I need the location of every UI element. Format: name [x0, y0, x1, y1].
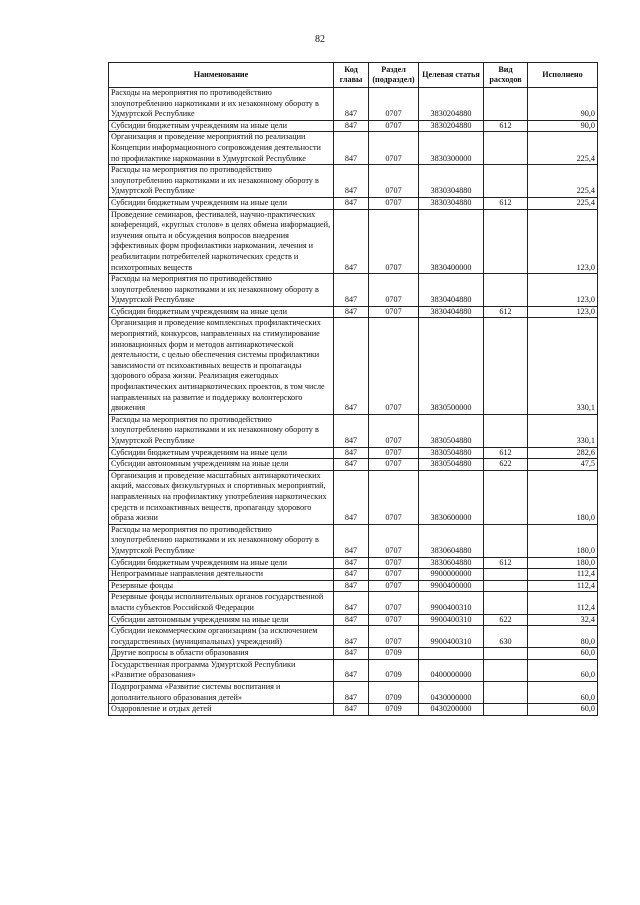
cell-executed: 60,0 [528, 704, 598, 716]
header-target: Целевая статья [419, 63, 484, 88]
cell-kind [484, 318, 528, 414]
cell-name: Организация и проведение комплексных профилактических мероприятий, конкурсов, направленных на стимулирование инновационных форм и методов антинаркотической деятельности, с целью обеспечения системы профилактики зависимости от психоактивных веществ и пропаганды здорового образа жизни. Реализация ежегодных профилактических антинаркотических проектов, в том числе направленных на развитие и поддержку волонтерского движения [109, 318, 334, 414]
cell-kind [484, 414, 528, 447]
header-name: Наименование [109, 63, 334, 88]
cell-section: 0707 [369, 470, 419, 524]
cell-executed: 123,0 [528, 209, 598, 274]
cell-section: 0707 [369, 626, 419, 648]
cell-target: 3830600000 [419, 470, 484, 524]
cell-executed: 330,1 [528, 318, 598, 414]
table-row [109, 120, 598, 132]
table-body [109, 88, 598, 716]
cell-executed: 282,6 [528, 447, 598, 459]
cell-kind [484, 274, 528, 307]
cell-kind: 630 [484, 626, 528, 648]
cell-section: 0707 [369, 524, 419, 557]
cell-kind [484, 580, 528, 592]
table-row [109, 704, 598, 716]
cell-section: 0707 [369, 306, 419, 318]
cell-kind: 622 [484, 614, 528, 626]
cell-executed: 60,0 [528, 659, 598, 681]
cell-section: 0709 [369, 704, 419, 716]
cell-section: 0707 [369, 120, 419, 132]
cell-executed: 225,4 [528, 165, 598, 198]
cell-section: 0707 [369, 197, 419, 209]
cell-code: 847 [334, 197, 369, 209]
cell-target: 3830504880 [419, 414, 484, 447]
cell-executed: 112,4 [528, 580, 598, 592]
table-row [109, 626, 598, 648]
cell-executed: 123,0 [528, 274, 598, 307]
table-row [109, 557, 598, 569]
cell-executed: 112,4 [528, 592, 598, 614]
cell-section: 0707 [369, 447, 419, 459]
cell-code: 847 [334, 88, 369, 121]
cell-kind: 612 [484, 120, 528, 132]
table-row [109, 414, 598, 447]
cell-section: 0707 [369, 88, 419, 121]
cell-code: 847 [334, 447, 369, 459]
cell-kind [484, 592, 528, 614]
cell-name: Субсидии бюджетным учреждениям на иные цели [109, 557, 334, 569]
cell-name: Расходы на мероприятия по противодействию злоупотреблению наркотиками и их незаконному обороту в Удмуртской Республике [109, 165, 334, 198]
cell-section: 0707 [369, 209, 419, 274]
cell-code: 847 [334, 648, 369, 660]
cell-target: 9900400000 [419, 580, 484, 592]
table-row [109, 524, 598, 557]
cell-section: 0707 [369, 580, 419, 592]
header-section: Раздел (подраздел) [369, 63, 419, 88]
cell-section: 0709 [369, 682, 419, 704]
cell-target: 3830504880 [419, 447, 484, 459]
cell-section: 0707 [369, 318, 419, 414]
table-row [109, 165, 598, 198]
cell-target: 9900000000 [419, 569, 484, 581]
cell-target: 3830204880 [419, 88, 484, 121]
cell-kind [484, 648, 528, 660]
cell-code: 847 [334, 626, 369, 648]
cell-kind [484, 132, 528, 165]
cell-target: 3830304880 [419, 165, 484, 198]
expenditure-table [108, 62, 598, 716]
cell-section: 0707 [369, 459, 419, 471]
cell-target: 9900400310 [419, 626, 484, 648]
cell-executed: 60,0 [528, 682, 598, 704]
cell-section: 0709 [369, 659, 419, 681]
cell-name: Субсидии бюджетным учреждениям на иные цели [109, 447, 334, 459]
cell-name: Организация и проведение мероприятий по реализации Концепции информационного сопровождения деятельности по профилактике наркомании в Удмуртской Республике [109, 132, 334, 165]
cell-target: 9900400310 [419, 614, 484, 626]
table-header-row [109, 63, 598, 88]
table-row [109, 659, 598, 681]
table-row [109, 88, 598, 121]
cell-kind [484, 524, 528, 557]
cell-code: 847 [334, 592, 369, 614]
cell-code: 847 [334, 659, 369, 681]
cell-name: Расходы на мероприятия по противодействию злоупотреблению наркотиками и их незаконному обороту в Удмуртской Республике [109, 414, 334, 447]
cell-executed: 180,0 [528, 557, 598, 569]
cell-code: 847 [334, 524, 369, 557]
cell-code: 847 [334, 209, 369, 274]
cell-target: 3830604880 [419, 524, 484, 557]
cell-name: Субсидии бюджетным учреждениям на иные цели [109, 120, 334, 132]
page-number: 82 [315, 34, 325, 45]
cell-code: 847 [334, 274, 369, 307]
cell-kind [484, 88, 528, 121]
table-row [109, 209, 598, 274]
cell-target: 0430000000 [419, 682, 484, 704]
cell-name: Расходы на мероприятия по противодействию злоупотреблению наркотиками и их незаконному обороту в Удмуртской Республике [109, 88, 334, 121]
cell-target: 3830404880 [419, 306, 484, 318]
cell-section: 0707 [369, 165, 419, 198]
cell-kind [484, 165, 528, 198]
cell-code: 847 [334, 470, 369, 524]
cell-section: 0707 [369, 557, 419, 569]
cell-name: Проведение семинаров, фестивалей, научно-практических конференций, «круглых столов» в целях обмена информацией, изучения опыта и обсуждения вопросов внедрения эффективных форм профилактики наркомании, лечения и реабилитации потребителей наркотических средств и психотропных веществ [109, 209, 334, 274]
cell-executed: 225,4 [528, 197, 598, 209]
cell-target [419, 648, 484, 660]
cell-code: 847 [334, 682, 369, 704]
cell-executed: 112,4 [528, 569, 598, 581]
cell-kind: 612 [484, 197, 528, 209]
cell-code: 847 [334, 614, 369, 626]
cell-kind [484, 569, 528, 581]
table-row [109, 592, 598, 614]
cell-target: 3830404880 [419, 274, 484, 307]
cell-executed: 180,0 [528, 470, 598, 524]
cell-target: 3830300000 [419, 132, 484, 165]
cell-executed: 123,0 [528, 306, 598, 318]
cell-kind [484, 704, 528, 716]
cell-target: 3830400000 [419, 209, 484, 274]
cell-executed: 32,4 [528, 614, 598, 626]
cell-target: 3830500000 [419, 318, 484, 414]
table-row [109, 306, 598, 318]
table-row [109, 132, 598, 165]
cell-code: 847 [334, 132, 369, 165]
header-kind: Вид расходов [484, 63, 528, 88]
cell-kind [484, 470, 528, 524]
cell-kind: 622 [484, 459, 528, 471]
cell-executed: 180,0 [528, 524, 598, 557]
table-row [109, 318, 598, 414]
cell-code: 847 [334, 704, 369, 716]
cell-name: Расходы на мероприятия по противодействию злоупотреблению наркотиками и их незаконному обороту в Удмуртской Республике [109, 274, 334, 307]
cell-name: Резервные фонды исполнительных органов государственной власти субъектов Российской Федерации [109, 592, 334, 614]
cell-executed: 90,0 [528, 120, 598, 132]
cell-target: 3830304880 [419, 197, 484, 209]
cell-section: 0707 [369, 569, 419, 581]
table-row [109, 580, 598, 592]
cell-code: 847 [334, 318, 369, 414]
table-row [109, 447, 598, 459]
cell-name: Расходы на мероприятия по противодействию злоупотреблению наркотиками и их незаконному обороту в Удмуртской Республике [109, 524, 334, 557]
cell-target: 9900400310 [419, 592, 484, 614]
cell-target: 3830204880 [419, 120, 484, 132]
cell-code: 847 [334, 459, 369, 471]
cell-executed: 47,5 [528, 459, 598, 471]
cell-name: Оздоровление и отдых детей [109, 704, 334, 716]
cell-code: 847 [334, 557, 369, 569]
cell-target: 0400000000 [419, 659, 484, 681]
cell-code: 847 [334, 414, 369, 447]
cell-section: 0707 [369, 132, 419, 165]
header-executed: Исполнено [528, 63, 598, 88]
header-code: Код главы [334, 63, 369, 88]
cell-executed: 330,1 [528, 414, 598, 447]
table-row [109, 569, 598, 581]
cell-name: Субсидии автономным учреждениям на иные цели [109, 459, 334, 471]
cell-kind [484, 209, 528, 274]
cell-name: Государственная программа Удмуртской Республики «Развитие образования» [109, 659, 334, 681]
table-row [109, 459, 598, 471]
cell-code: 847 [334, 165, 369, 198]
cell-kind: 612 [484, 557, 528, 569]
cell-kind [484, 682, 528, 704]
table-row [109, 470, 598, 524]
table-row [109, 648, 598, 660]
cell-name: Субсидии бюджетным учреждениям на иные цели [109, 197, 334, 209]
cell-code: 847 [334, 120, 369, 132]
cell-target: 0430200000 [419, 704, 484, 716]
cell-name: Субсидии некоммерческим организациям (за исключением государственных (муниципальных) учреждений) [109, 626, 334, 648]
cell-executed: 80,0 [528, 626, 598, 648]
cell-name: Субсидии автономным учреждениям на иные цели [109, 614, 334, 626]
cell-target: 3830604880 [419, 557, 484, 569]
cell-kind: 612 [484, 306, 528, 318]
cell-name: Подпрограмма «Развитие системы воспитания и дополнительного образования детей» [109, 682, 334, 704]
cell-name: Организация и проведение масштабных антинаркотических акций, массовых физкультурных и спортивных мероприятий, направленных на профилактику употребления наркотических средств и психоактивных веществ, пропаганду здорового образа жизни [109, 470, 334, 524]
cell-code: 847 [334, 306, 369, 318]
cell-name: Резервные фонды [109, 580, 334, 592]
table-row [109, 682, 598, 704]
cell-kind: 612 [484, 447, 528, 459]
cell-section: 0707 [369, 614, 419, 626]
cell-name: Субсидии бюджетным учреждениям на иные цели [109, 306, 334, 318]
cell-section: 0707 [369, 274, 419, 307]
cell-name: Другие вопросы в области образования [109, 648, 334, 660]
table-row [109, 274, 598, 307]
cell-executed: 225,4 [528, 132, 598, 165]
cell-kind [484, 659, 528, 681]
cell-section: 0709 [369, 648, 419, 660]
table-row [109, 614, 598, 626]
cell-code: 847 [334, 569, 369, 581]
cell-target: 3830504880 [419, 459, 484, 471]
cell-section: 0707 [369, 592, 419, 614]
cell-code: 847 [334, 580, 369, 592]
cell-executed: 60,0 [528, 648, 598, 660]
cell-section: 0707 [369, 414, 419, 447]
cell-name: Непрограммные направления деятельности [109, 569, 334, 581]
cell-executed: 90,0 [528, 88, 598, 121]
table-row [109, 197, 598, 209]
